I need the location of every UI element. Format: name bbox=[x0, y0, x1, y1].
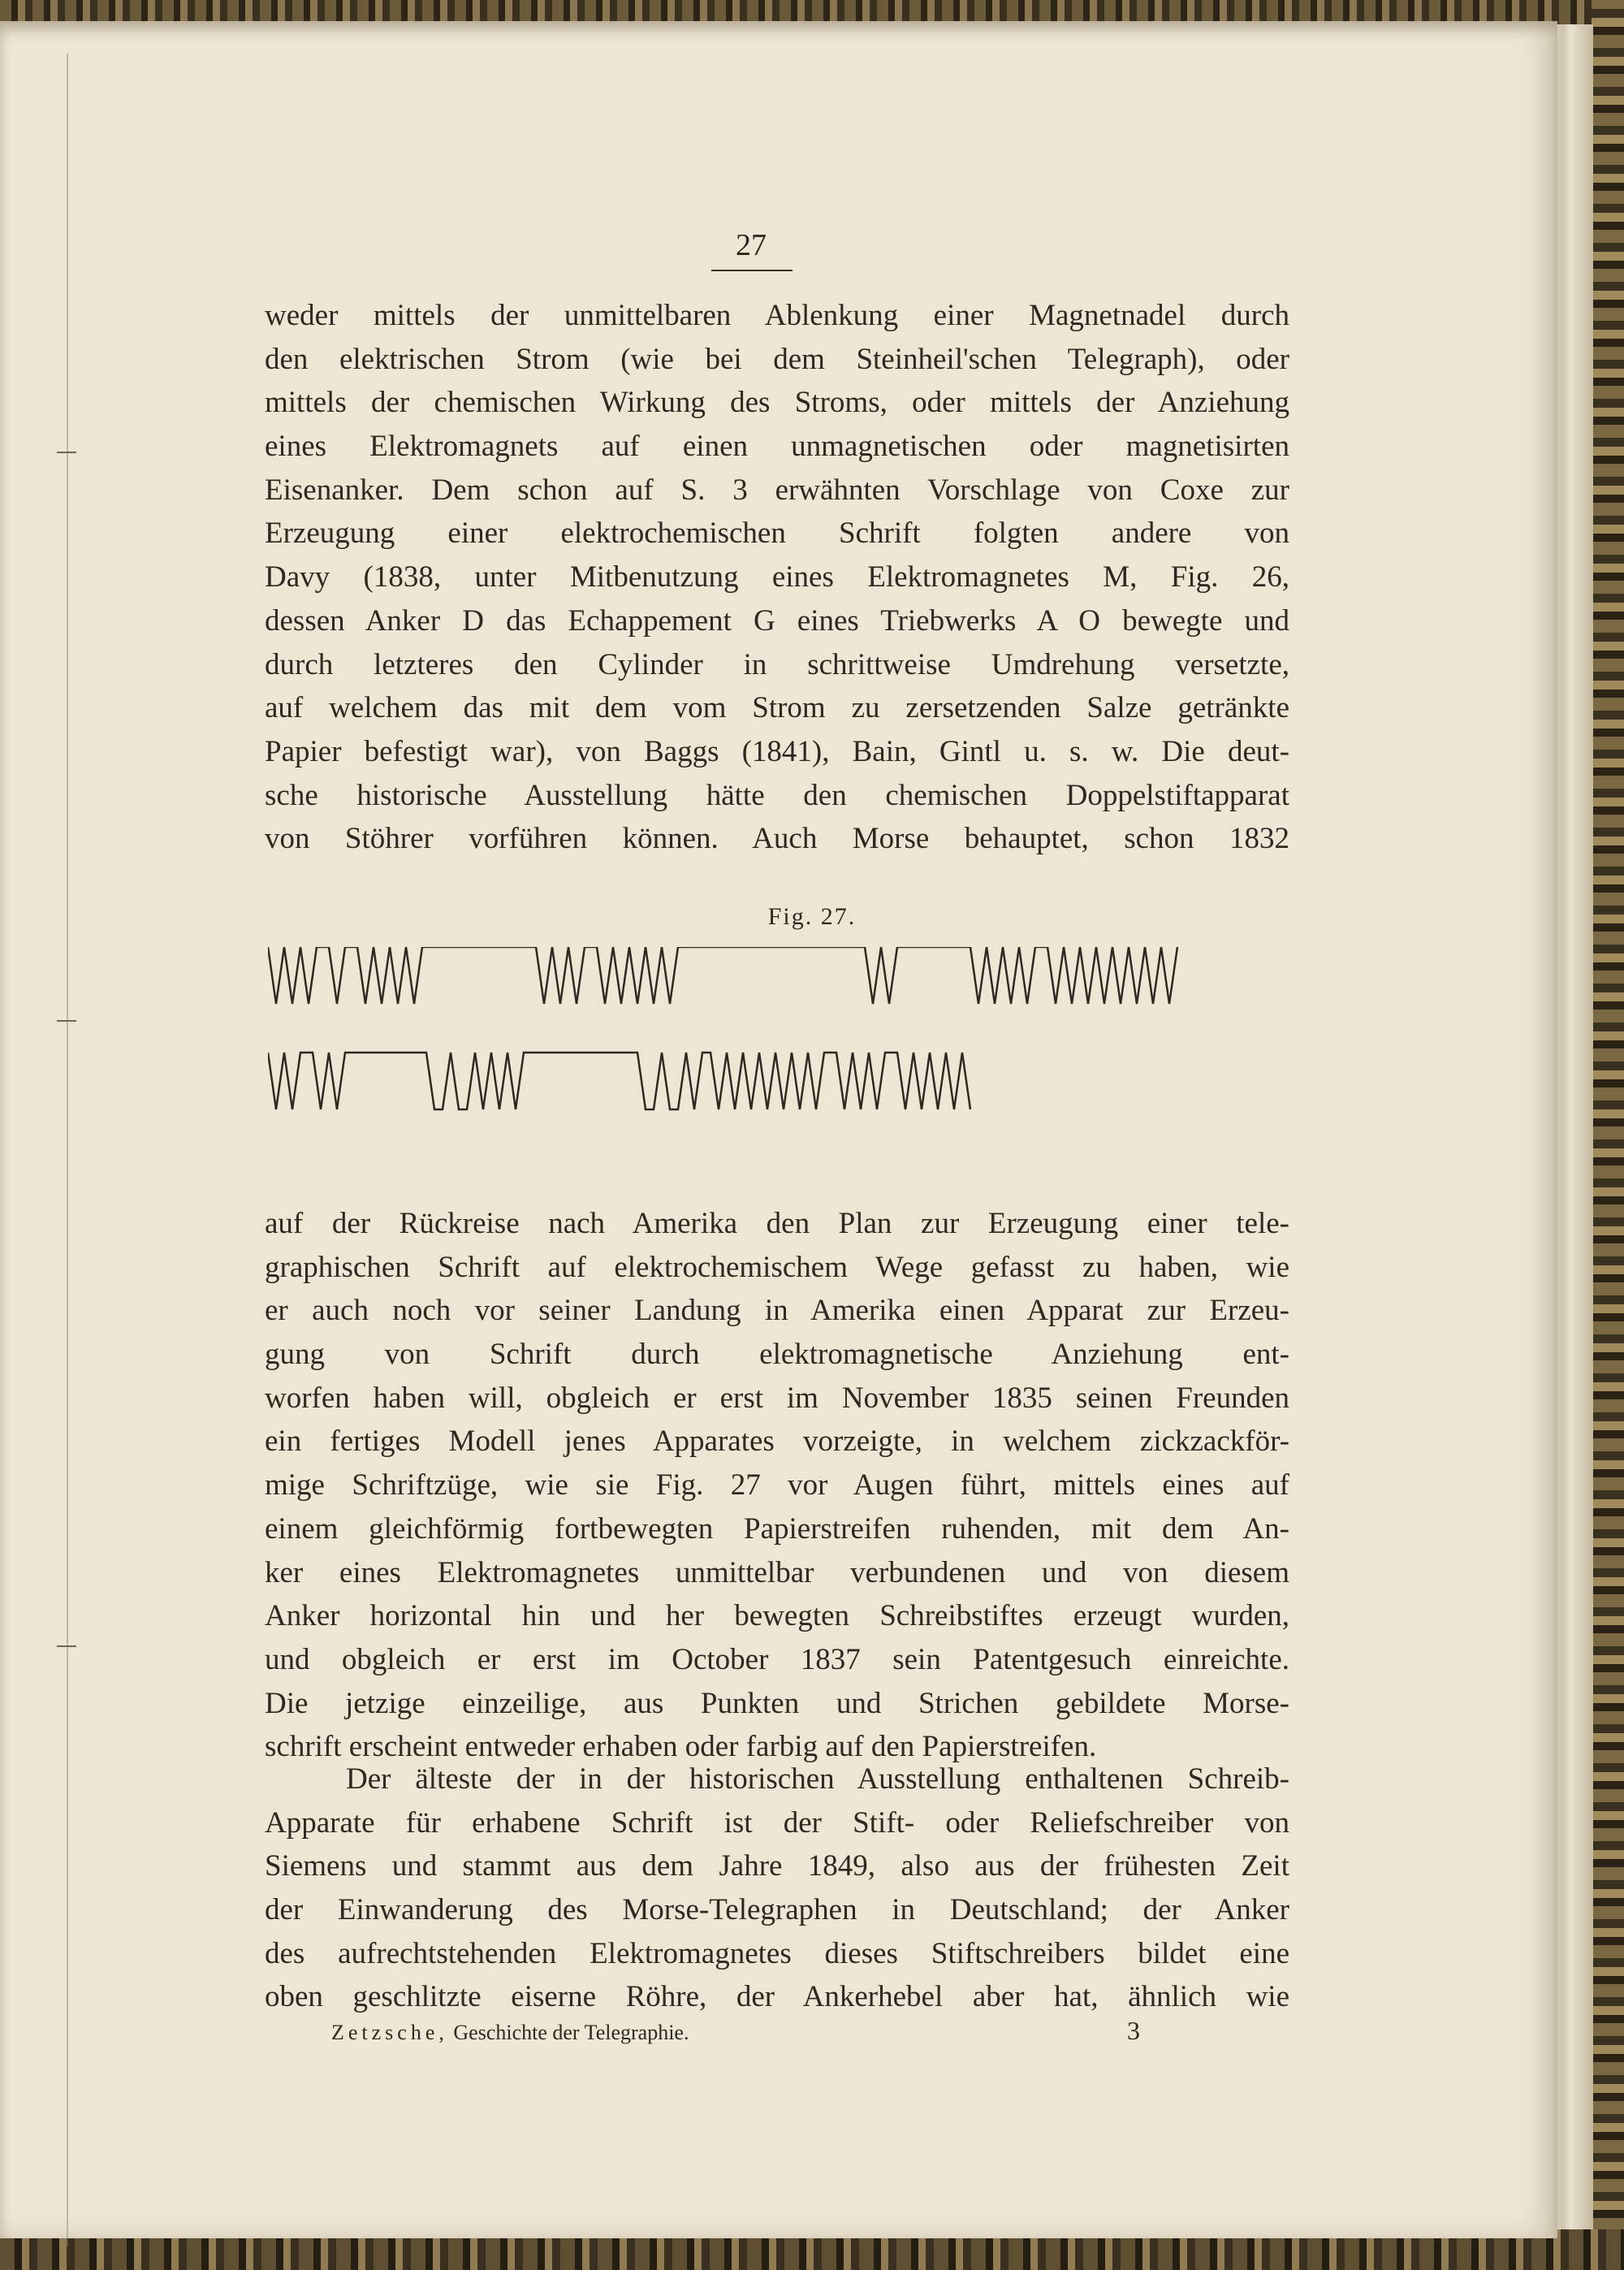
text-line: Apparate für erhabene Schrift ist der Stift- oder Reliefschreiber von bbox=[265, 1805, 1289, 1840]
text-line: mittels der chemischen Wirkung des Stroms, oder mittels der Anziehung bbox=[265, 386, 1289, 420]
cover-edge-right bbox=[1592, 0, 1624, 2270]
text-line: Papier befestigt war), von Baggs (1841), Bain, Gintl u. s. w. Die deut- bbox=[265, 734, 1289, 768]
text-line: Anker horizontal hin und her bewegten Schreibstiftes erzeugt wurden, bbox=[265, 1599, 1289, 1633]
text-line: von Stöhrer vorführen können. Auch Morse behauptet, schon 1832 bbox=[265, 822, 1289, 856]
footer-title: Geschichte der Telegraphie. bbox=[453, 2021, 689, 2044]
text-line: gung von Schrift durch elektromagnetische Anziehung ent- bbox=[265, 1338, 1289, 1372]
text-line: worfen haben will, obgleich er erst im November 1835 seinen Freunden bbox=[265, 1381, 1289, 1415]
page-number: 27 bbox=[736, 228, 767, 262]
text-line: des aufrechtstehenden Elektromagnetes dieses Stiftschreibers bildet eine bbox=[265, 1936, 1289, 1970]
text-line: Davy (1838, unter Mitbenutzung eines Elektromagnetes M, Fig. 26, bbox=[265, 560, 1289, 595]
text-line: graphischen Schrift auf elektrochemischem Wege gefasst zu haben, wie bbox=[265, 1250, 1289, 1284]
text-line: er auch noch vor seiner Landung in Amerika einen Apparat zur Erzeu- bbox=[265, 1294, 1289, 1328]
text-line: und obgleich er erst im October 1837 sein Patentgesuch einreichte. bbox=[265, 1642, 1289, 1676]
margin-thread-mark bbox=[57, 1020, 76, 1022]
zigzag-line-2 bbox=[268, 1053, 970, 1109]
signature-mark: 3 bbox=[1127, 2016, 1140, 2045]
text-line: ein fertiges Modell jenes Apparates vorzeigte, in welchem zickzackför- bbox=[265, 1425, 1289, 1459]
text-line: schrift erscheint entweder erhaben oder farbig auf den Papierstreifen. bbox=[265, 1730, 1097, 1764]
zigzag-morse-figure bbox=[268, 947, 1307, 1158]
text-line: eines Elektromagnets auf einen unmagnetischen oder magnetisirten bbox=[265, 430, 1289, 464]
margin-thread-mark bbox=[57, 1645, 76, 1647]
text-line: auf welchem das mit dem vom Strom zu zersetzenden Salze getränkte bbox=[265, 691, 1289, 725]
text-line: ker eines Elektromagnetes unmittelbar verbundenen und von diesem bbox=[265, 1555, 1289, 1589]
text-line: einem gleichförmig fortbewegten Papierstreifen ruhenden, mit dem An- bbox=[265, 1511, 1289, 1546]
text-line: oben geschlitzte eiserne Röhre, der Ankerhebel aber hat, ähnlich wie bbox=[265, 1980, 1289, 2014]
footer-author: Zetzsche, bbox=[331, 2021, 448, 2044]
book-page bbox=[0, 21, 1557, 2238]
text-line: auf der Rückreise nach Amerika den Plan zur Erzeugung einer tele- bbox=[265, 1207, 1289, 1240]
text-line: Erzeugung einer elektrochemischen Schrift folgten andere von bbox=[265, 517, 1289, 551]
text-line: durch letzteres den Cylinder in schrittweise Umdrehung versetzte, bbox=[265, 647, 1289, 681]
page-number-rule bbox=[711, 270, 793, 271]
figure-caption: Fig. 27. bbox=[767, 903, 857, 930]
text-line: dessen Anker D das Echappement G eines Triebwerks A O bewegte und bbox=[265, 603, 1289, 638]
text-line: Siemens und stammt aus dem Jahre 1849, also aus der frühesten Zeit bbox=[265, 1849, 1289, 1883]
text-line: mige Schriftzüge, wie sie Fig. 27 vor Augen führt, mittels eines auf bbox=[265, 1468, 1289, 1503]
text-line: sche historische Ausstellung hätte den chemischen Doppelstiftapparat bbox=[265, 778, 1289, 812]
zigzag-line-1 bbox=[268, 947, 1177, 1004]
text-line: Die jetzige einzeilige, aus Punkten und Strichen gebildete Morse- bbox=[265, 1686, 1289, 1720]
footer-citation bbox=[331, 2021, 689, 2045]
margin-thread-mark bbox=[57, 452, 76, 453]
text-line: weder mittels der unmittelbaren Ablenkung einer Magnetnadel durch bbox=[265, 299, 1289, 332]
text-line: der Einwanderung des Morse-Telegraphen in Deutschland; der Anker bbox=[265, 1893, 1289, 1927]
text-line: Eisenanker. Dem schon auf S. 3 erwähnten Vorschlage von Coxe zur bbox=[265, 473, 1289, 507]
paragraph-top bbox=[265, 294, 1289, 861]
text-line: den elektrischen Strom (wie bei dem Steinheil'schen Telegraph), oder bbox=[265, 342, 1289, 376]
paragraph-bottom bbox=[265, 1758, 1289, 2019]
text-line: Der älteste der in der historischen Ausstellung enthaltenen Schreib- bbox=[346, 1762, 1289, 1796]
paragraph-middle bbox=[265, 1202, 1289, 1769]
binding-margin-line bbox=[67, 54, 68, 2246]
